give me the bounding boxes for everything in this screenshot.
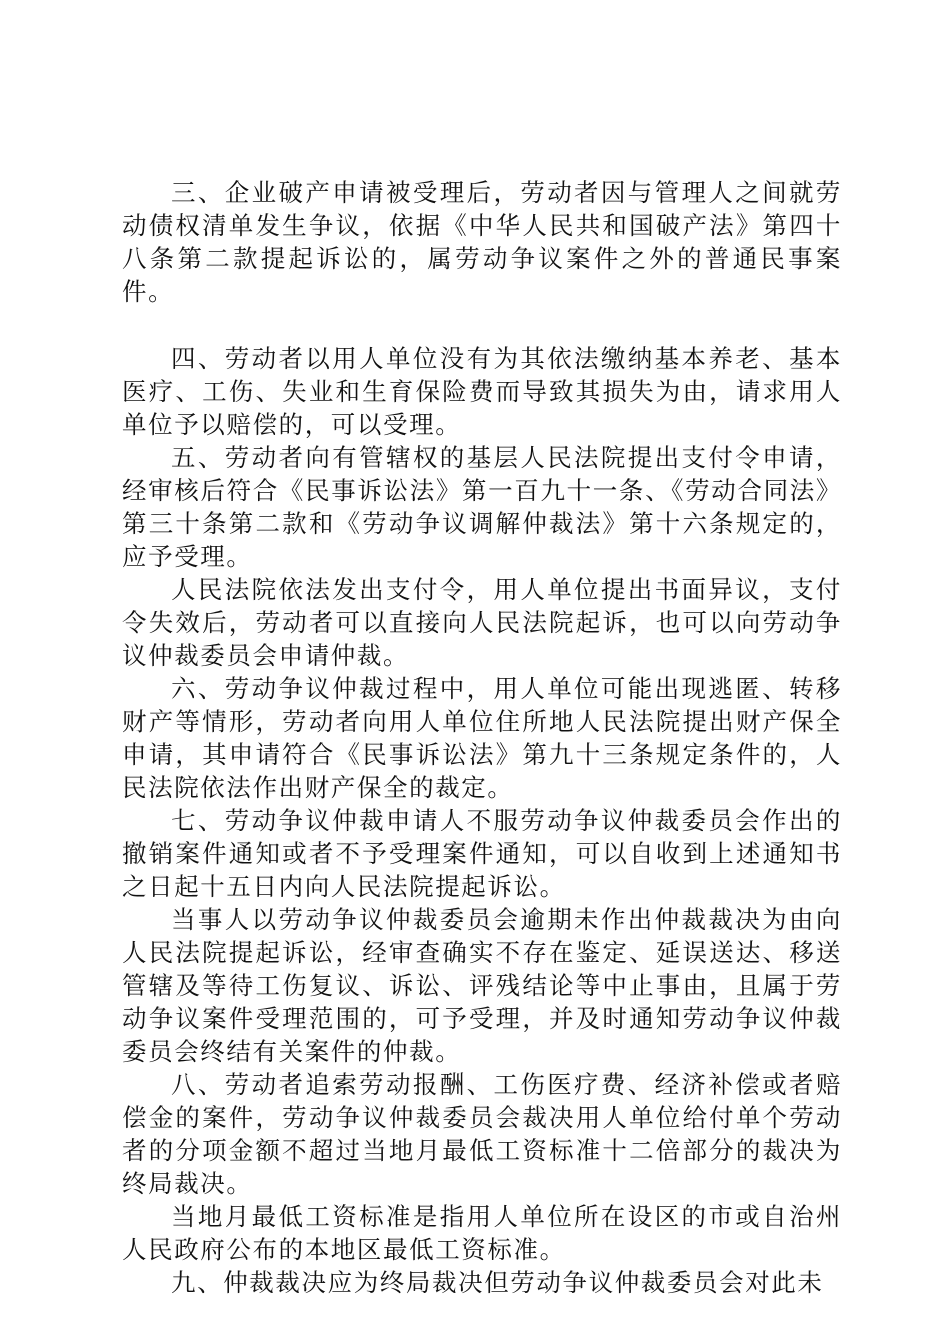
paragraph-item-7-continued: 当事人以劳动争议仲裁委员会逾期未作出仲裁裁决为由向人民法院提起诉讼，经审查确实不存在鉴定、延误送达、移送管辖及等待工伤复议、诉讼、评残结论等中止事由，且属于劳动争议案件受理范围的，可予受理，并及时通知劳动争议仲裁委员会终结有关案件的仲裁。 [122, 905, 842, 1066]
paragraph-item-4: 四、劳动者以用人单位没有为其依法缴纳基本养老、基本医疗、工伤、失业和生育保险费而导致其损失为由，请求用人单位予以赔偿的，可以受理。 [122, 344, 842, 439]
paragraph-item-7: 七、劳动争议仲裁申请人不服劳动争议仲裁委员会作出的撤销案件通知或者不予受理案件通知，可以自收到上述通知书之日起十五日内向人民法院提起诉讼。 [122, 806, 842, 901]
paragraph-item-8-continued: 当地月最低工资标准是指用人单位所在设区的市或自治州人民政府公布的本地区最低工资标准。 [122, 1202, 842, 1264]
paragraph-item-5: 五、劳动者向有管辖权的基层人民法院提出支付令申请，经审核后符合《民事诉讼法》第一百九十一条、《劳动合同法》第三十条第二款和《劳动争议调解仲裁法》第十六条规定的，应予受理。 [122, 443, 842, 571]
paragraph-item-9: 九、仲裁裁决应为终局裁决但劳动争议仲裁委员会对此未 [171, 1268, 824, 1297]
paragraph-item-8: 八、劳动者追索劳动报酬、工伤医疗费、经济补偿或者赔偿金的案件，劳动争议仲裁委员会裁决用人单位给付单个劳动者的分项金额不超过当地月最低工资标准十二倍部分的裁决为终局裁决。 [122, 1070, 842, 1198]
paragraph-item-6: 六、劳动争议仲裁过程中，用人单位可能出现逃匿、转移财产等情形，劳动者向用人单位住所地人民法院提出财产保全申请，其申请符合《民事诉讼法》第九十三条规定条件的，人民法院依法作出财产保全的裁定。 [122, 674, 842, 802]
paragraph-item-3: 三、企业破产申请被受理后，劳动者因与管理人之间就劳动债权清单发生争议，依据《中华人民共和国破产法》第四十八条第二款提起诉讼的，属劳动争议案件之外的普通民事案件。 [122, 178, 842, 306]
paragraph-item-5-continued: 人民法院依法发出支付令，用人单位提出书面异议，支付令失效后，劳动者可以直接向人民法院起诉，也可以向劳动争议仲裁委员会申请仲裁。 [122, 575, 842, 670]
document-body [122, 176, 842, 1299]
